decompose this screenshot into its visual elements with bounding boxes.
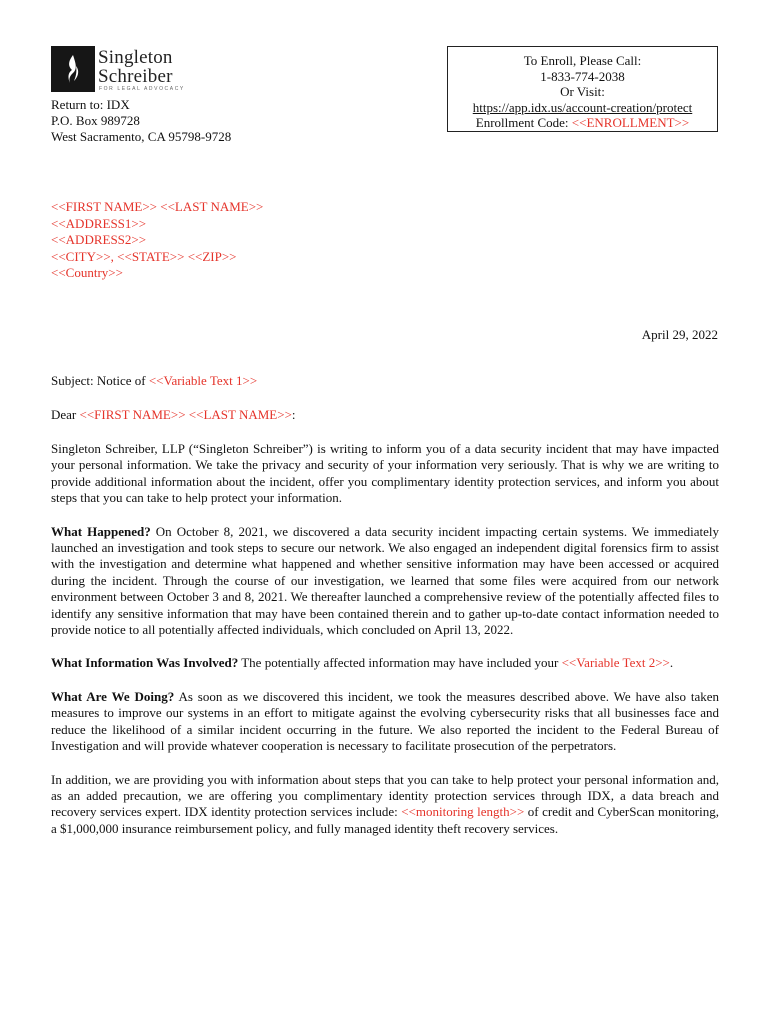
recipient-address2: <<ADDRESS2>> xyxy=(51,232,147,247)
in-addition-text: In addition, we are providing you with information about steps that you can take to help protect your personal information and, as an added precaution, we are offering you complimentary identity protection services through IDX, a data breach and recovery services expert. IDX identity protection services include: xyxy=(51,771,719,820)
what-happened-paragraph xyxy=(51,524,719,639)
recipient-name: <<FIRST NAME>> <<LAST NAME>> xyxy=(51,199,264,214)
what-doing-paragraph xyxy=(51,689,719,755)
enrollment-code-value: <<ENROLLMENT>> xyxy=(571,115,690,130)
what-doing-heading: What Are We Doing? xyxy=(51,688,175,704)
return-line: Return to: IDX xyxy=(51,97,130,112)
what-happened-heading: What Happened? xyxy=(51,523,151,539)
salutation-name: <<FIRST NAME>> <<LAST NAME>> xyxy=(79,407,292,422)
what-doing-text: As soon as we discovered this incident, we took the measures described above. We have also taken measures to improve our systems in an effort to mitigate against the evolving cybersecurity risks that all businesses face and reduce the likelihood of a similar incident occurring in the future. We also reported the incident to the Federal Bureau of Investigation and will provide whatever cooperation is necessary to facilitate prosecution of the perpetrators. xyxy=(51,688,720,754)
in-addition-end: of credit and CyberScan monitoring, a $1,000,000 insurance reimbursement policy, and fully managed identity theft recovery services. xyxy=(51,804,719,836)
what-happened-text: On October 8, 2021, we discovered a data security incident impacting certain systems. We immediately launched an investigation and took steps to secure our network. We also engaged an independent digital forensics firm to assist with the investigation and determine what happened and whether sensitive information may have been accessed or acquired during the incident. Through the course of our investigation, we learned that some files were acquired from our network environment between October 3 and 8, 2021. We thereafter launched a comprehensive review of the potentially affected files to identify any sensitive information that may have been contained therein and to gather up-to-date contact information needed to provide notice to all potentially affected individuals, which concluded on April 13, 2022. xyxy=(51,523,719,638)
letter-body xyxy=(51,441,719,854)
subject-line xyxy=(51,373,257,389)
flame-logo-icon xyxy=(51,46,95,92)
salutation-dear: Dear xyxy=(51,407,80,422)
what-involved-heading: What Information Was Involved? xyxy=(51,655,239,671)
enrollment-box xyxy=(447,46,718,132)
letter-date: April 29, 2022 xyxy=(641,327,718,342)
what-involved-text: The potentially affected information may have included your xyxy=(238,655,562,671)
enroll-call-label: To Enroll, Please Call: xyxy=(523,53,642,68)
return-address xyxy=(51,97,231,145)
recipient-city-state-zip: <<CITY>>, <<STATE>> <<ZIP>> xyxy=(51,248,237,264)
enroll-visit-label: Or Visit: xyxy=(560,84,605,99)
in-addition-paragraph xyxy=(51,772,719,838)
return-line: P.O. Box 989728 xyxy=(51,113,140,128)
singleton-schreiber-logo xyxy=(51,46,183,94)
logo-wordmark: Singleton Schreiber xyxy=(98,47,173,87)
enrollment-code-label: Enrollment Code: xyxy=(475,115,572,130)
subject-label: Subject: Notice of xyxy=(51,373,149,388)
recipient-address1: <<ADDRESS1>> xyxy=(51,215,147,231)
what-involved-end: . xyxy=(669,655,674,671)
recipient-address xyxy=(51,199,263,282)
subject-variable: <<Variable Text 1>> xyxy=(148,373,258,388)
monitoring-length-variable: <<monitoring length>> xyxy=(401,804,525,820)
enroll-url-link[interactable]: https://app.idx.us/account-creation/protect xyxy=(472,99,693,115)
enroll-phone[interactable]: 1-833-774-2038 xyxy=(540,68,625,84)
salutation xyxy=(51,407,296,423)
logo-tagline: FOR LEGAL ADVOCACY xyxy=(99,86,185,92)
return-line: West Sacramento, CA 95798-9728 xyxy=(51,129,232,144)
intro-paragraph: Singleton Schreiber, LLP (“Singleton Schreiber”) is writing to inform you of a data security incident that may have impacted your personal information. We take the privacy and security of your information very seriously. That is why we are writing to provide additional information about the incident, offer you complimentary identity protection services, and inform you about steps that you can take to help protect your information. xyxy=(51,441,719,506)
what-involved-paragraph xyxy=(51,655,719,671)
enrollment-code-line xyxy=(448,115,717,131)
recipient-country: <<Country>> xyxy=(51,265,123,280)
what-involved-variable: <<Variable Text 2>> xyxy=(561,655,670,671)
salutation-colon: : xyxy=(291,407,296,422)
